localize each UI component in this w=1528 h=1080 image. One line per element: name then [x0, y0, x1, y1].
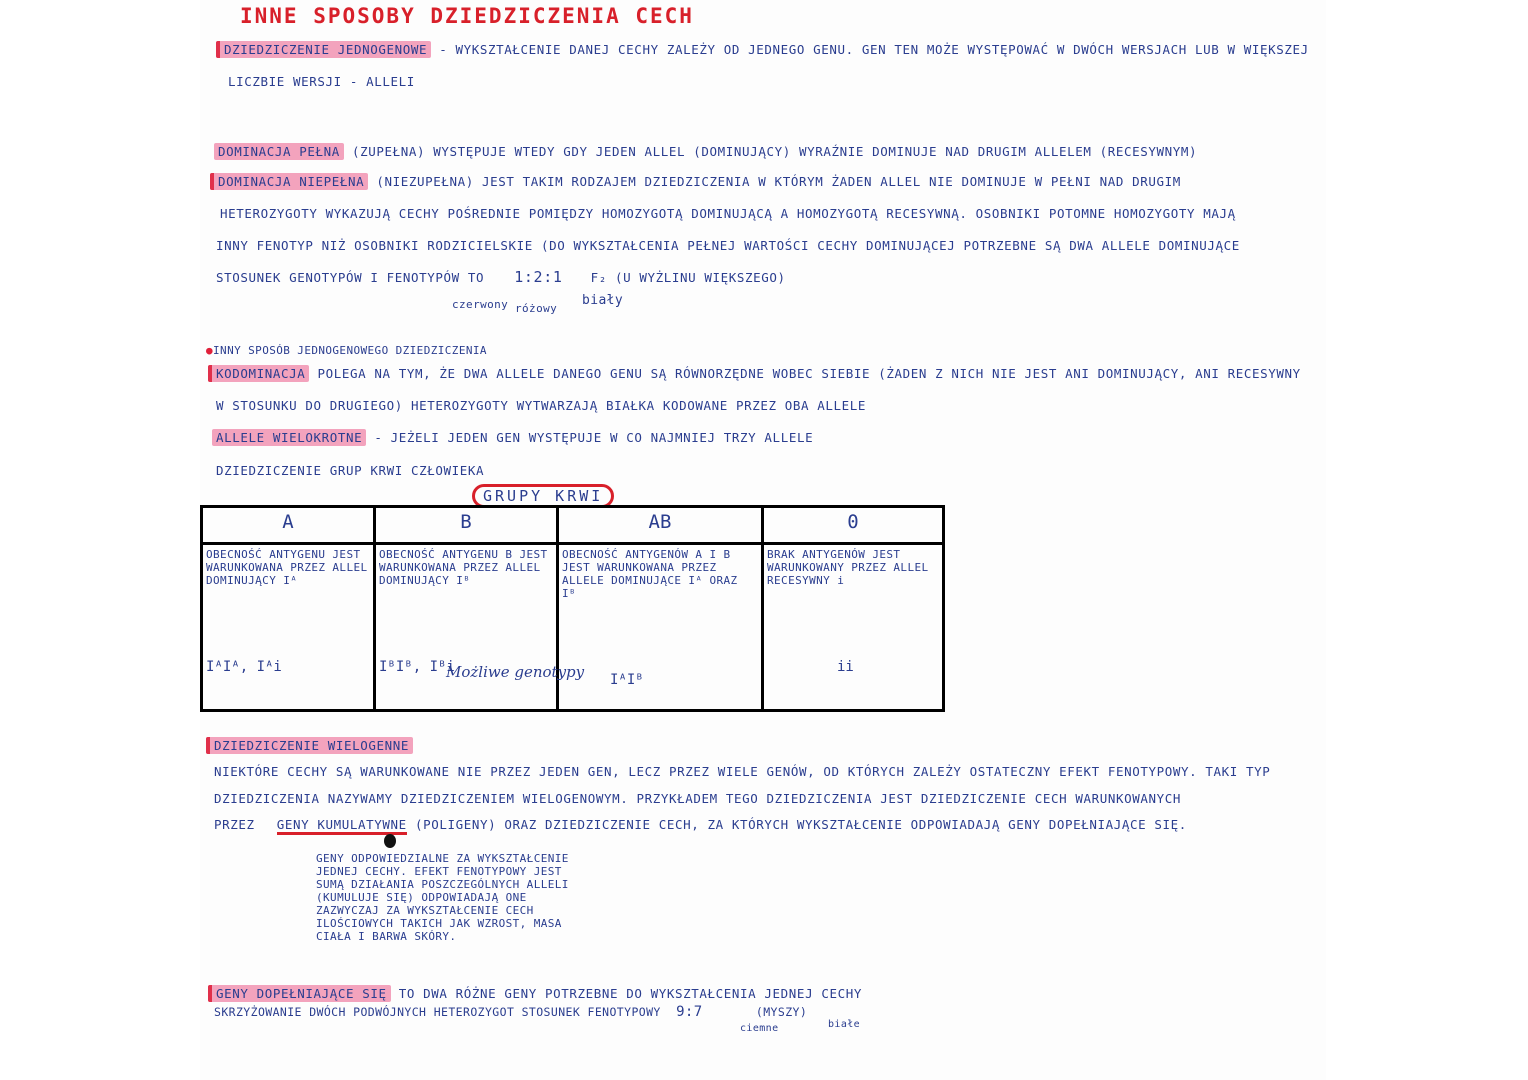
dominacja-pelna-text: (ZUPEŁNA) WYSTĘPUJE WTEDY GDY JEDEN ALLEL (DOMINUJĄCY) WYRAŹNIE DOMINUJE NAD DRUGIM ALLELEM (RECESYWNYM)	[352, 144, 1198, 159]
dominacja-niepelna-text3: INNY FENOTYP NIŻ OSOBNIKI RODZICIELSKIE (DO WYKSZTAŁCENIA PEŁNEJ WARTOŚCI CECHY DOMINUJĄCEJ POTRZEBNE SĄ DWA ALLELE DOMINUJĄCE	[216, 238, 1240, 253]
desc-0: BRAK ANTYGENÓW JEST WARUNKOWANY PRZEZ ALLEL RECESYWNY i	[767, 548, 929, 587]
wielogenne-text3c: (POLIGENY) ORAZ DZIEDZICZENIE CECH, ZA KTÓRYCH WYKSZTAŁCENIE ODPOWIADAJĄ GENY DOPEŁNIAJĄCE SIĘ.	[414, 817, 1187, 832]
wielogenne-text1: NIEKTÓRE CECHY SĄ WARUNKOWANE NIE PRZEZ JEDEN GEN, LECZ PRZEZ WIELE GENÓW, OD KTÓRYCH ZALEŻY OSTATECZNY EFEKT FENOTYPOWY. TAKI TYP	[214, 764, 1271, 779]
f2-text: F₂ (U WYŻLINU WIĘKSZEGO)	[590, 270, 786, 285]
jednogenowe-text2: LICZBIE WERSJI - ALLELI	[228, 74, 415, 89]
note-line: JEDNEJ CECHY. EFEKT FENOTYPOWY JEST	[316, 865, 562, 878]
kodominacja-text2: W STOSUNKU DO DRUGIEGO) HETEROZYGOTY WYTWARZAJĄ BIAŁKA KODOWANE PRZEZ OBA ALLELE	[216, 398, 867, 413]
term-jednogenowe: DZIEDZICZENIE JEDNOGENOWE	[216, 41, 431, 58]
dopelniajace-text2: SKRZYŻOWANIE DWÓCH PODWÓJNYCH HETEROZYGOT STOSUNEK FENOTYPOWY	[214, 1005, 661, 1019]
jednogenowe-line1	[216, 42, 1309, 57]
allele-wielokrotne-line	[212, 430, 813, 445]
term-allele-wielokrotne: ALLELE WIELOKROTNE	[212, 429, 366, 446]
blood-group-table	[200, 505, 945, 712]
label-ciemne: ciemne	[740, 1023, 779, 1034]
term-dominacja-pelna: DOMINACJA PEŁNA	[214, 143, 344, 160]
ratio-text: STOSUNEK GENOTYPÓW I FENOTYPÓW TO	[216, 270, 485, 285]
note-line: SUMĄ DZIAŁANIA POSZCZEGÓLNYCH ALLELI	[316, 878, 569, 891]
term-wielogenne: DZIEDZICZENIE WIELOGENNE	[206, 737, 413, 754]
wielogenne-text3a: PRZEZ	[214, 817, 255, 832]
note-line: ILOŚCIOWYCH TAKICH JAK WZROST, MASA	[316, 917, 562, 930]
note-line: ZAZWYCZAJ ZA WYKSZTAŁCENIE CECH	[316, 904, 534, 917]
dopelniajace-note: (MYSZY)	[755, 1005, 808, 1019]
col-header-0: 0	[763, 507, 944, 544]
kodominacja-line1	[208, 366, 1301, 381]
term-geny-dopelniajace: GENY DOPEŁNIAJĄCE SIĘ	[208, 985, 391, 1002]
note-line: (KUMULUJE SIĘ) ODPOWIADAJĄ ONE	[316, 891, 527, 904]
ratio-value: 1:2:1	[514, 268, 563, 286]
grupy-krwi-intro: DZIEDZICZENIE GRUP KRWI CZŁOWIEKA	[216, 463, 485, 478]
col-header-a: A	[202, 507, 375, 544]
col-header-ab: AB	[558, 507, 763, 544]
cell-a	[202, 544, 375, 711]
term-kodominacja: KODOMINACJA	[208, 365, 309, 382]
allele-wielokrotne-text: - JEŻELI JEDEN GEN WYSTĘPUJE W CO NAJMNIEJ TRZY ALLELE	[374, 430, 814, 445]
page-title: INNE SPOSOBY DZIEDZICZENIA CECH	[240, 4, 694, 28]
possible-genotypes-label: Możliwe genotypy	[446, 663, 585, 681]
desc-ab: OBECNOŚĆ ANTYGENÓW A I B JEST WARUNKOWANA PRZEZ ALLELE DOMINUJĄCE Iᴬ ORAZ Iᴮ	[562, 548, 738, 600]
desc-b: OBECNOŚĆ ANTYGENU B JEST WARUNKOWANA PRZEZ ALLEL DOMINUJĄCY Iᴮ	[379, 548, 548, 587]
ratio-line	[216, 268, 786, 286]
term-dominacja-niepelna: DOMINACJA NIEPEŁNA	[210, 173, 368, 190]
arrow-dot-icon	[384, 834, 396, 848]
jednogenowe-text1: - WYKSZTAŁCENIE DANEJ CECHY ZALEŻY OD JEDNEGO GENU. GEN TEN MOŻE WYSTĘPOWAĆ W DWÓCH WERSJACH LUB W WIĘKSZEJ	[439, 42, 1309, 57]
dominacja-niepelna-line	[210, 174, 1181, 189]
bullet-icon: ●	[206, 344, 214, 357]
label-rozowy: różowy	[515, 302, 558, 315]
genotype-b: IᴮIᴮ, Iᴮi	[379, 659, 455, 675]
note-line: CIAŁA I BARWA SKÓRY.	[316, 930, 457, 943]
cell-0	[763, 544, 944, 711]
cell-ab	[558, 544, 763, 711]
wielogenne-heading	[206, 738, 413, 753]
cell-b	[375, 544, 585, 711]
wielogenne-line3	[214, 817, 1187, 832]
label-bialy: biały	[582, 293, 624, 308]
wielogenne-text2: DZIEDZICZENIA NAZYWAMY DZIEDZICZENIEM WIELOGENOWYM. PRZYKŁADEM TEGO DZIEDZICZENIA JEST DZIEDZICZENIE CECH WARUNKOWANYCH	[214, 791, 1181, 806]
dominacja-niepelna-text2: HETEROZYGOTY WYKAZUJĄ CECHY POŚREDNIE POMIĘDZY HOMOZYGOTĄ DOMINUJĄCĄ A HOMOZYGOTĄ RECESYWNĄ. OSOBNIKI POTOMNE HOMOZYGOTY MAJĄ	[220, 206, 1236, 221]
genotype-0: ii	[837, 659, 854, 675]
kodominacja-heading-line	[206, 344, 487, 357]
dopelniajace-text1: TO DWA RÓŻNE GENY POTRZEBNE DO WYKSZTAŁCENIA JEDNEJ CECHY	[398, 986, 862, 1001]
genotype-a: IᴬIᴬ, Iᴬi	[206, 659, 282, 675]
kodominacja-heading: INNY SPOSÓB JEDNOGENOWEGO DZIEDZICZENIA	[213, 344, 487, 357]
label-czerwony: czerwony	[452, 298, 509, 311]
dominacja-pelna-line	[214, 144, 1197, 159]
genotype-ab: IᴬIᴮ	[610, 672, 644, 688]
kumulatywne-note	[316, 852, 569, 943]
blood-table-title: GRUPY KRWI	[472, 484, 614, 508]
dopelniajace-ratio: 9:7	[676, 1004, 703, 1020]
term-geny-kumulatywne: GENY KUMULATYWNE	[277, 817, 407, 835]
note-line: GENY ODPOWIEDZIALNE ZA WYKSZTAŁCENIE	[316, 852, 569, 865]
kodominacja-text1: POLEGA NA TYM, ŻE DWA ALLELE DANEGO GENU SĄ RÓWNORZĘDNE WOBEC SIEBIE (ŻADEN Z NICH NIE JEST ANI DOMINUJĄCY, ANI RECESYWNY	[317, 366, 1301, 381]
col-header-b: B	[375, 507, 558, 544]
dopelniajace-line2	[214, 1006, 807, 1019]
desc-a: OBECNOŚĆ ANTYGENU JEST WARUNKOWANA PRZEZ ALLEL DOMINUJĄCY Iᴬ	[206, 548, 368, 587]
dopelniajace-line1	[208, 986, 862, 1001]
dominacja-niepelna-text: (NIEZUPEŁNA) JEST TAKIM RODZAJEM DZIEDZICZENIA W KTÓRYM ŻADEN ALLEL NIE DOMINUJE W PEŁNI NAD DRUGIM	[376, 174, 1181, 189]
label-biale: białe	[828, 1019, 861, 1030]
